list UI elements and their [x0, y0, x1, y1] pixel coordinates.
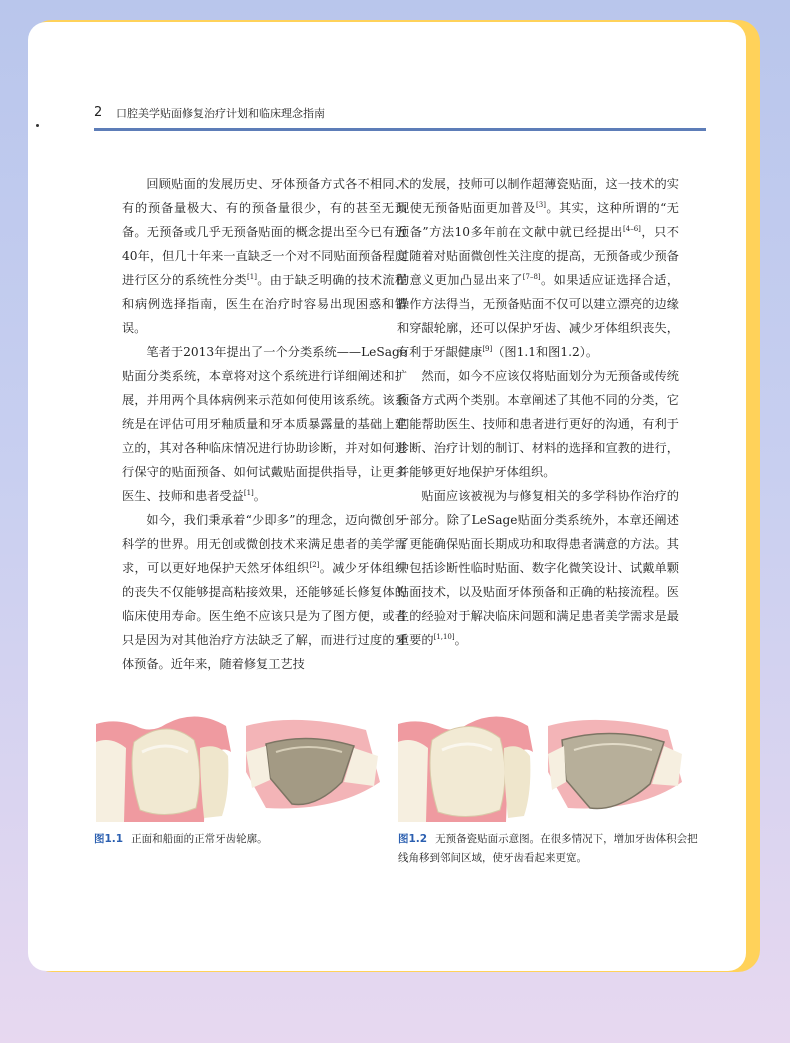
- paragraph: 如今，我们秉承着“少即多”的理念，迈向微创牙科学的世界。用无创或微创技术来满足患者的美学需求，可以更好地保护天然牙体组织[2]。减少牙体组织的丧失不仅能够提高粘接效果，还能够延长修复体的临床使用寿命。医生绝不应该只是为了图方便，或者只是因为对其他治疗方法缺乏了解，而进行过度的牙体预备。近年来，随着修复工艺技: [122, 513, 408, 671]
- citation: [1]: [243, 489, 254, 497]
- left-column: [122, 172, 407, 676]
- page-number: 2: [94, 105, 103, 120]
- citation: [9]: [482, 345, 493, 353]
- veneer-illustration-front-and-occlusal: [398, 712, 688, 822]
- figure-1-2-caption: 图1.2 无预备瓷贴面示意图。在很多情况下，增加牙齿体积会把线角移到邻间区域，使牙齿看起来更宽。: [398, 833, 698, 864]
- margin-mark: [36, 124, 39, 127]
- paragraph: 回顾贴面的发展历史、牙体预备方式各不相同、有的预备量极大、有的预备量很少，有的甚至无预备。无预备或几乎无预备贴面的概念提出至今已有近40年，但几十年来一直缺乏一个对不同贴面预备程度进行区分的系统性分类[1]。由于缺乏明确的技术流程和病例选择指南，医生在治疗时容易出现困惑和错误。: [122, 177, 408, 335]
- figure-1-1-caption: 图1.1 正面和船面的正常牙齿轮廓。: [94, 833, 268, 845]
- book-page: [28, 22, 746, 971]
- book-title: 口腔美学贴面修复治疗计划和临床理念指南: [116, 107, 325, 120]
- figure-number: 图1.1: [94, 833, 124, 845]
- right-column: [397, 172, 679, 652]
- running-head: [94, 104, 706, 131]
- paragraph: 术的发展，技师可以制作超薄瓷贴面，这一技术的实现使无预备贴面更加普及[3]。其实，这种所谓的“无预备”方法10多年前在文献中就已经提出[4–6]，只不过随着对贴面微创性关注度的提高，无预备或少预备的意义更加凸显出来了[7–8]。如果适应证选择合适，操作方法得当，无预备贴面不仅可以建立漂亮的边缘和穿龈轮廓，还可以保护牙齿、减少牙体组织丧失，有利于牙龈健康[9]（图1.1和图1.2）。: [397, 177, 680, 359]
- paragraph: 贴面应该被视为与修复相关的多学科协作治疗的一部分。除了LeSage贴面分类系统外，本章还阐述了更能确保贴面长期成功和取得患者满意的方法。其中包括诊断性临时贴面、数字化微笑设计、试戴单颗贴面技术，以及贴面牙体预备和正确的粘接流程。医生的经验对于解决临床问题和满足患者美学需求是最重要的[1,10]。: [397, 489, 679, 647]
- paragraph: 然而，如今不应该仅将贴面划分为无预备或传统预备方式两个类别。本章阐述了其他不同的分类，它们能帮助医生、技师和患者进行更好的沟通，有利于诊断、治疗计划的制订、材料的选择和宣教的进行，并能够更好地保护牙体组织。: [397, 369, 679, 479]
- paragraph: 笔者于2013年提出了一个分类系统——LeSage贴面分类系统，本章将对这个系统进行详细阐述和扩展，并用两个具体病例来示范如何使用该系统。该系统是在评估可用牙釉质量和牙本质暴露量的基础上建立的，其对各种临床情况进行协助诊断，并对如何进行保守的贴面预备、如何试戴贴面提供指导，让更多医生、技师和患者受益[1]。: [122, 345, 407, 503]
- figure-1-1: [96, 712, 386, 822]
- citation: [1,10]: [433, 633, 455, 641]
- figure-1-2: [398, 712, 688, 822]
- tooth-illustration-front-and-occlusal: [96, 712, 386, 822]
- citation: [4–6]: [623, 225, 641, 233]
- figure-number: 图1.2: [398, 833, 428, 845]
- citation: [7–8]: [522, 273, 541, 281]
- citation: [2]: [309, 561, 320, 569]
- citation: [1]: [247, 273, 257, 281]
- citation: [3]: [536, 201, 546, 209]
